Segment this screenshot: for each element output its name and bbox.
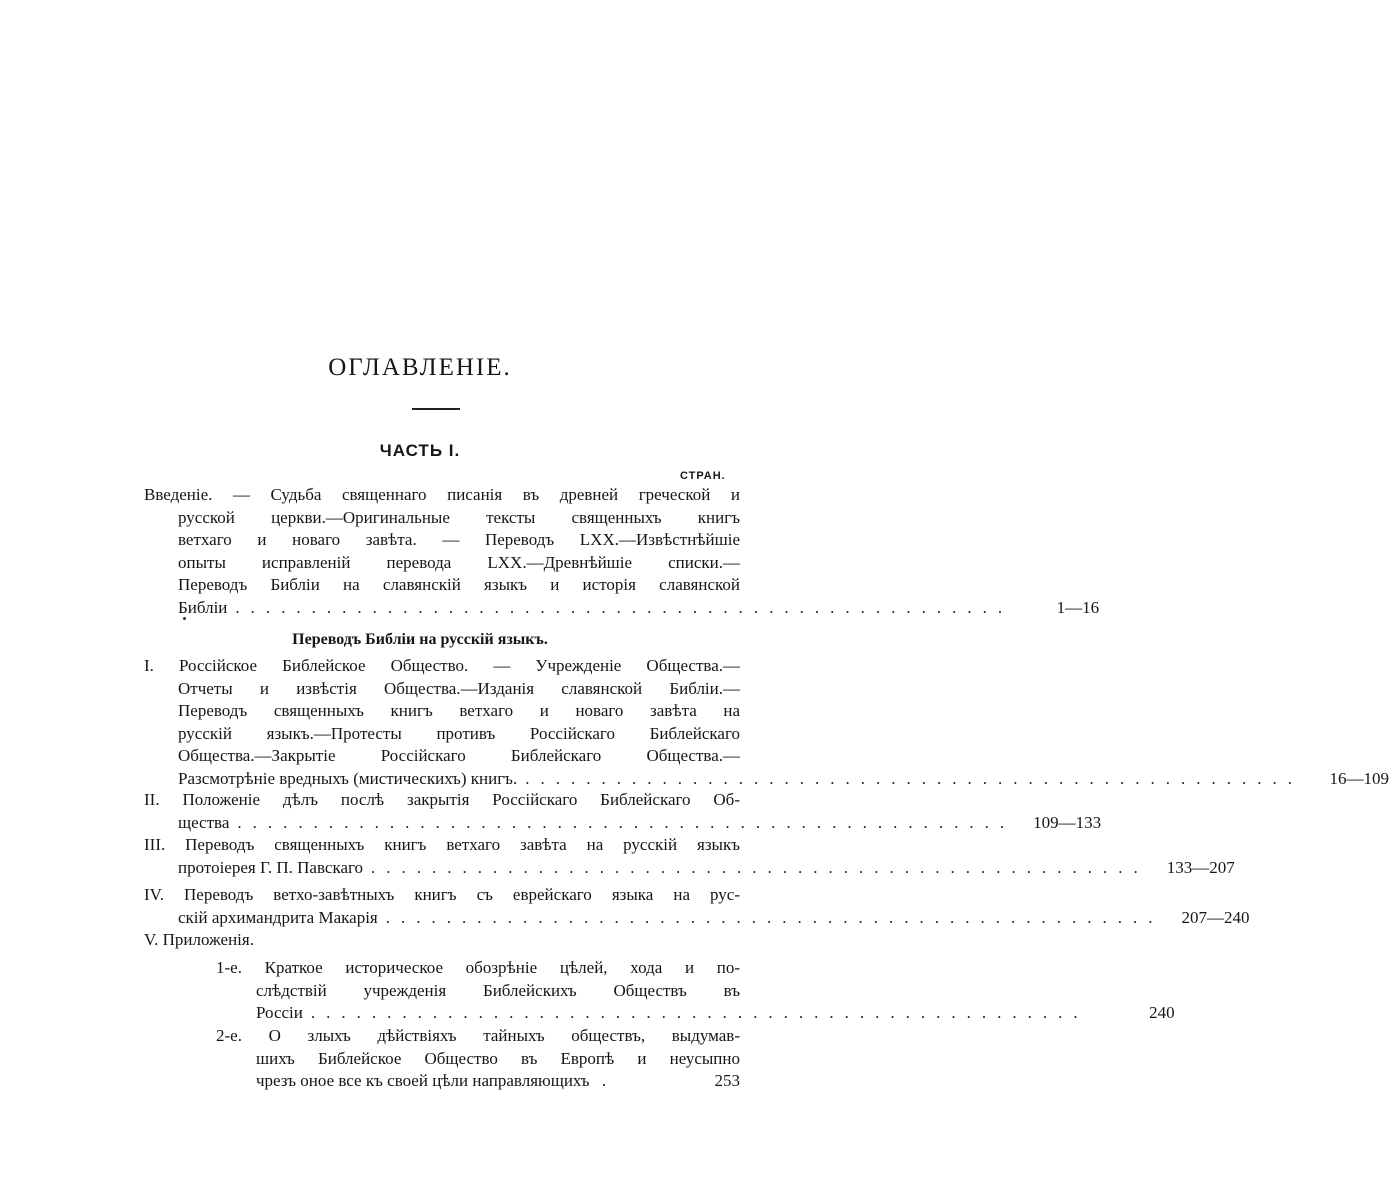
entry-last-line — [144, 597, 1100, 620]
entry-line: Общества.—Закрытіе Россійскаго Библейскаго Общества.— — [178, 746, 740, 765]
entry-line: опыты исправленій перевода LXX.—Древнѣйшіе списки.— — [178, 552, 740, 572]
toc-entry-2 — [144, 789, 1102, 834]
entry-line: слѣдствій учрежденія Библейскихъ Обществъ въ — [256, 980, 740, 1000]
entry-line: шихъ Библейское Общество въ Европѣ и неусыпно — [256, 1048, 740, 1068]
entry-line: русской церкви.—Оригинальные тексты священныхъ книгъ — [178, 507, 740, 527]
entry-last-line — [144, 812, 1102, 835]
speck-mark — [183, 617, 186, 620]
dot-leader: ................................................... — [525, 768, 1303, 788]
page-column-header: СТРАН. — [680, 470, 726, 482]
page-number: 16—109 — [1329, 768, 1389, 788]
title-divider — [412, 408, 460, 410]
toc-entry-4 — [144, 884, 1250, 929]
entry-line: II. Положеніе дѣлъ послѣ закрытія Россійскаго Библейскаго Об- — [144, 790, 740, 809]
entry-line: Отчеты и извѣстія Общества.—Изданія славянской Библіи.— — [178, 678, 740, 698]
entry-line: 2-е. О злыхъ дѣйствіяхъ тайныхъ обществъ, выдумав- — [216, 1026, 740, 1045]
toc-entry-3 — [144, 834, 1235, 879]
appendix-heading: V. Приложенія. — [144, 930, 254, 949]
page-title: ОГЛАВЛЕНІЕ. — [328, 354, 512, 381]
section-heading: Переводъ Библіи на русскій языкъ. — [292, 631, 548, 648]
entry-line: протоіерея Г. П. Павскаго — [178, 857, 364, 877]
entry-line: 1-е. Краткое историческое обозрѣніе цѣлей, хода и по- — [216, 958, 740, 977]
dot-leader: ................................................... — [237, 812, 1016, 832]
toc-entry-intro — [144, 484, 1100, 619]
page-number: 253 — [714, 1071, 740, 1090]
toc-entry-1 — [144, 655, 1389, 790]
page-number: 133—207 — [1166, 857, 1235, 877]
entry-line: I. Россійское Библейское Общество. — Учрежденіе Общества.— — [144, 656, 740, 675]
entry-last-line — [144, 907, 1250, 930]
page-number: 1—16 — [1056, 597, 1100, 617]
entry-line: щества — [178, 812, 230, 832]
entry-line: III. Переводъ священныхъ книгъ ветхаго завѣта на русскій языкъ — [144, 835, 740, 854]
entry-line: Россіи — [256, 1003, 303, 1022]
entry-line: Введеніе. — Судьба священнаго писанія въ древней греческой и — [144, 485, 740, 504]
entry-last-line — [144, 857, 1235, 880]
entry-line: IV. Переводъ ветхо-завѣтныхъ книгъ съ еврейскаго языка на рус- — [144, 885, 740, 904]
entry-line: ветхаго и новаго завѣта. — Переводъ LXX.—Извѣстнѣйшіе — [178, 530, 740, 549]
entry-line: Библіи — [178, 597, 228, 617]
page-number: 207—240 — [1181, 907, 1250, 927]
page-number: 240 — [1149, 1003, 1175, 1022]
appendix-entry-1 — [216, 957, 1175, 1025]
dot-leader: . — [597, 1071, 607, 1090]
dot-leader: ................................................... — [385, 907, 1164, 927]
dot-leader: ................................................... — [235, 597, 1014, 617]
dot-leader: ................................................... — [310, 1003, 1089, 1022]
entry-last-line — [216, 1070, 740, 1093]
dot-leader: ................................................... — [371, 857, 1149, 877]
entry-line: скій архимандрита Макарія — [178, 907, 378, 927]
entry-line: Переводъ священныхъ книгъ ветхаго и новаго завѣта на — [178, 701, 740, 720]
entry-line: чрезъ оное все къ своей цѣли направляющихъ — [256, 1071, 590, 1090]
entry-line: Разсмотрѣніе вредныхъ (мистическихъ) книгъ. — [178, 768, 518, 788]
entry-line: Переводъ Библіи на славянскій языкъ и исторія славянской — [178, 575, 740, 594]
page-number: 109—133 — [1033, 812, 1102, 832]
entry-last-line — [144, 768, 1389, 791]
entry-last-line — [216, 1002, 1175, 1025]
part-heading: ЧАСТЬ I. — [379, 441, 461, 460]
appendix-entry-2 — [216, 1025, 740, 1093]
entry-line: русскій языкъ.—Протесты противъ Россійскаго Библейскаго — [178, 723, 740, 743]
